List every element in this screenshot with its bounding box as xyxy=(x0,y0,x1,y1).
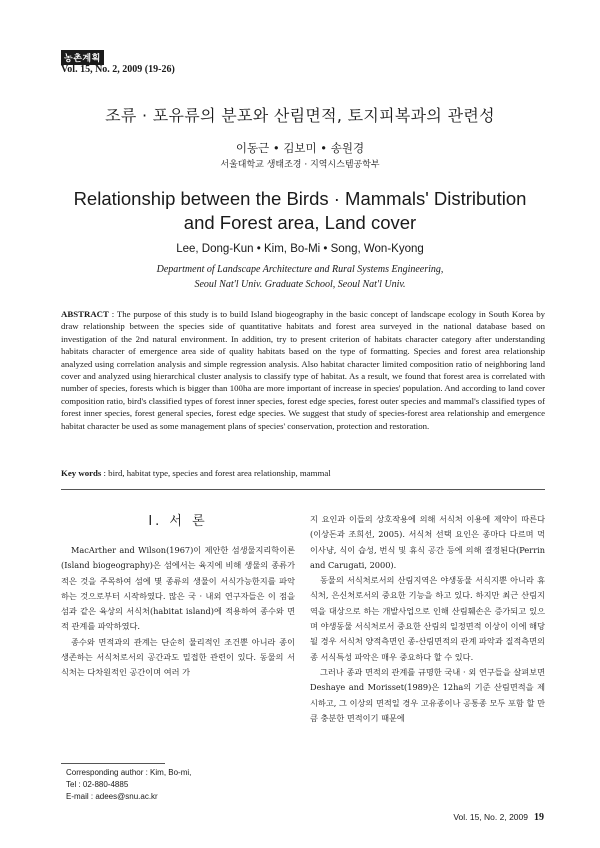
page-footer xyxy=(453,812,544,823)
body-paragraph: MacArther and Wilson(1967)이 제안한 섬생물지리학이론(Island biogeography)은 섬에서는 육지에 비해 생물의 종류가 적은 것을 주목하여 섬에 몇 종류의 생물이 서식가능한지를 파악하는 것으로부터 시작하였다. 많은 국 · 내외 연구자들은 이 점을 섬과 같은 육상의 서식처(habitat island)에 적용하여 종수와 면적 관계를 파악하였다. xyxy=(61,545,295,632)
abstract xyxy=(61,308,545,432)
english-title xyxy=(0,187,600,235)
left-column xyxy=(61,510,295,681)
english-affiliation-line2: Seoul Nat'l Univ. Graduate School, Seoul Nat'l Univ. xyxy=(194,279,406,290)
body-paragraph: 지 요인과 이들의 상호작용에 의해 서식처 이용에 제약이 따른다(이상돈과 조희선, 2005). 서식처 선택 요인은 종마다 다르며 먹이사냥, 식이 습성, 번식 및 휴식 공간 등에 의해 결정된다(Perrin and Carugati, 2000). xyxy=(310,514,545,570)
english-title-line2: and Forest area, Land cover xyxy=(183,212,417,233)
journal-badge: 농촌계획 xyxy=(61,50,104,65)
english-affiliation xyxy=(0,262,600,292)
keywords-text: : bird, habitat type, species and forest area relationship, mammal xyxy=(103,468,331,478)
body-paragraph: 동물의 서식처로서의 산림지역은 야생동물 서식지뿐 아니라 휴식처, 은신처로서의 중요한 기능을 하고 있다. 하지만 최근 산림지역을 대상으로 하는 개발사업으로 인해 산림훼손은 증가되고 있으며 야생동물 서식처로서 중요한 산림의 일정면적 이상이 이에 해당 될 경우 서식처 양적측면인 종-산림면적의 관계 파악과 질적측면의 종 서식특성 파악은 매우 중요하다 할 수 있다. xyxy=(310,575,545,662)
english-authors: Lee, Dong-Kun • Kim, Bo-Mi • Song, Won-Kyong xyxy=(176,243,424,255)
korean-title: 조류 · 포유류의 분포와 산림면적, 토지피복과의 관련성 xyxy=(105,106,495,125)
page-number: 19 xyxy=(534,812,544,823)
abstract-text: : The purpose of this study is to build Island biogeography in the basic concept of landscape ecology in South Korea by draw relationship between the species side of quantitative habitats and forest area surveyed in the national database based on investigation of the 2nd natural environment. In addition, try to present criterion of habitats character category after understanding habitats character of emergence area side of quality habitats based on the type of formatting. Species and forest area relationship analyzed using correlation analysis and simple regression analysis. Also habitat character limited composition ratio of neighboring land cover and analyzed using hierarchical cluster analysis to classify type of habitat. As a result, we found that forest area is correlated with number of species, forests which is bigger than 100ha are more important of increase in species' population. And according to land cover composition ratio, bird's classified types of forest inner species, forest edge species, forest outer species and mammal's classified types of forest inner species, forest general species, forest edge species. We suggest that study of species-forest area relationship and emergence habitat character be used as some management plans of species' conservation, protection and restoration. xyxy=(61,309,546,431)
body-paragraph: 그러나 종과 면적의 관계를 규명한 국내 · 외 연구들을 살펴보면 Deshaye and Morisset(1989)은 12ha의 기준 산림면적을 제시하고, 그 이상의 면적일 경우 고유종이나 공통종 모두 포함 할 만큼 충분한 면적이기 때문에 xyxy=(310,666,545,723)
keywords xyxy=(61,468,545,478)
footnote-divider xyxy=(61,763,165,764)
korean-affiliation: 서울대학교 생태조경 · 지역시스템공학부 xyxy=(220,160,380,170)
right-column xyxy=(310,512,545,726)
keywords-label: Key words xyxy=(61,468,102,478)
abstract-label: ABSTRACT xyxy=(61,309,109,319)
footnote-tel: Tel : 02-880-4885 xyxy=(66,780,129,789)
footnote-author: Corresponding author : Kim, Bo-mi, xyxy=(66,768,192,777)
footnote-email: E-mail : adees@snu.ac.kr xyxy=(66,792,158,801)
footer-journal: Vol. 15, No. 2, 2009 xyxy=(453,812,528,822)
volume-line: Vol. 15, No. 2, 2009 (19-26) xyxy=(61,64,175,75)
english-affiliation-line1: Department of Landscape Architecture and Rural Systems Engineering, xyxy=(156,264,444,275)
section-heading: Ⅰ. 서 론 xyxy=(148,514,208,529)
divider xyxy=(61,489,545,490)
english-title-line1: Relationship between the Birds · Mammals' Distribution xyxy=(73,188,527,209)
body-paragraph: 종수와 면적과의 관계는 단순히 물리적인 조건뿐 아니라 종이 생존하는 서식처로서의 공간과도 밀접한 관련이 있다. 동물의 서식처는 다차원적인 공간이며 여러 가 xyxy=(61,636,295,678)
footnote xyxy=(66,767,191,803)
korean-authors: 이동근 • 김보미 • 송원경 xyxy=(235,141,365,155)
